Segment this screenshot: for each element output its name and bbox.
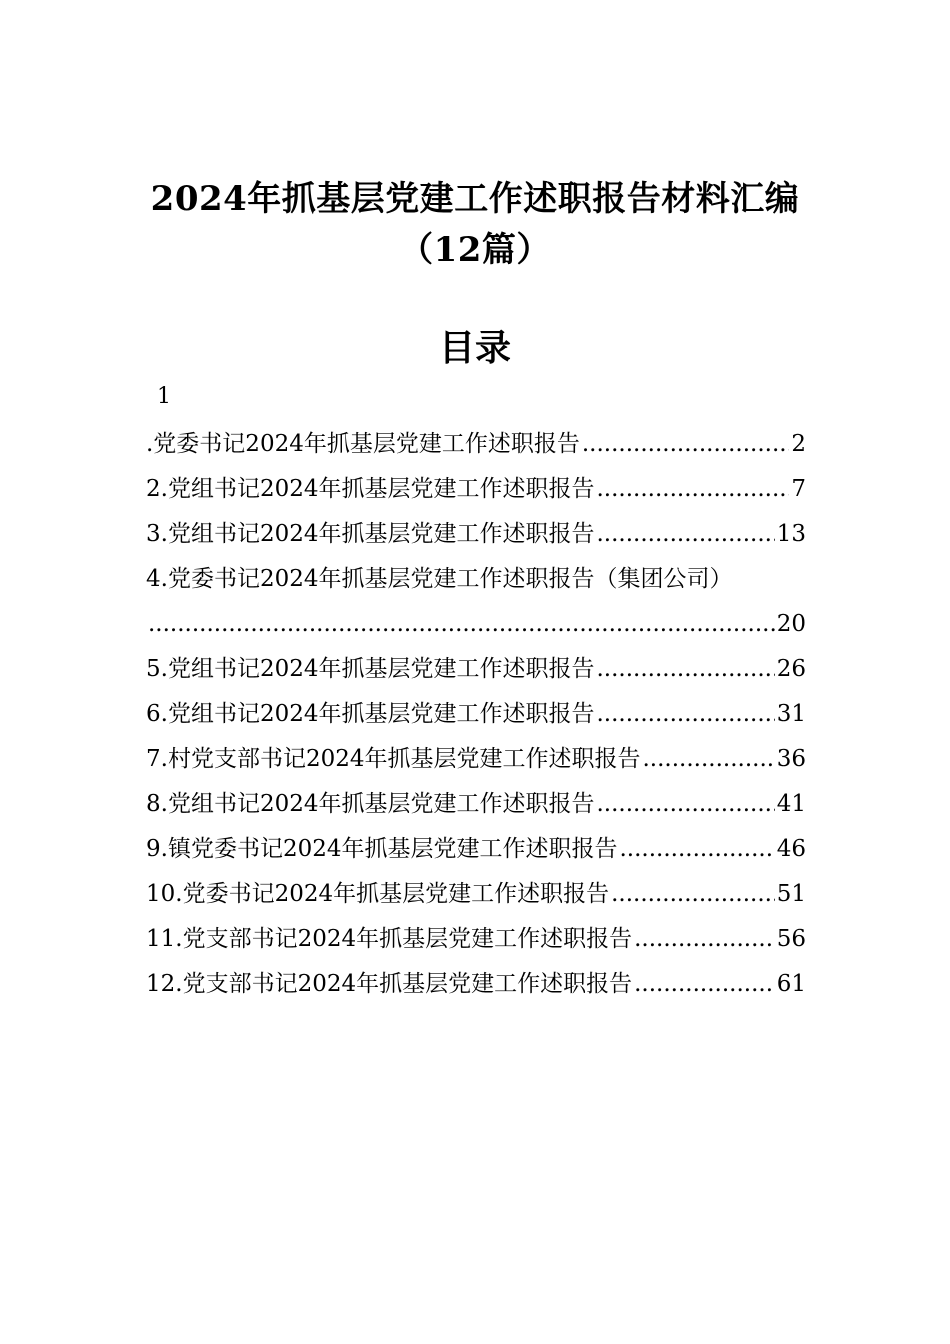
toc-item-label: 11.党支部书记2024年抓基层党建工作述职报告	[146, 926, 633, 952]
toc-page-number: 31	[776, 701, 806, 727]
toc-item-label: 4.党委书记2024年抓基层党建工作述职报告（集团公司）	[146, 566, 733, 592]
toc-item-label: 10.党委书记2024年抓基层党建工作述职报告	[146, 881, 610, 907]
toc-dot-leader	[611, 872, 775, 917]
toc-item-label: 6.党组书记2024年抓基层党建工作述职报告	[146, 701, 595, 727]
toc-dot-leader	[596, 467, 789, 512]
toc-dot-leader	[596, 512, 774, 557]
toc-item[interactable]	[146, 872, 806, 917]
toc-item-continuation[interactable]	[146, 602, 806, 647]
toc-dot-leader	[596, 692, 774, 737]
toc-item-number-fragment: 1	[157, 384, 171, 409]
toc-heading: 目录	[438, 327, 511, 369]
toc-dot-leader	[634, 917, 775, 962]
toc-page-number: 36	[776, 746, 806, 772]
toc-page-number: 41	[776, 791, 806, 817]
toc-item[interactable]	[146, 647, 806, 692]
toc-item[interactable]	[146, 782, 806, 827]
toc-page-number: 26	[776, 656, 806, 682]
toc-page-number: 51	[776, 881, 806, 907]
toc-item-label: 8.党组书记2024年抓基层党建工作述职报告	[146, 791, 595, 817]
toc-page-number: 13	[776, 521, 806, 547]
toc-dot-leader	[582, 422, 790, 467]
toc-dot-leader	[596, 782, 774, 827]
toc-dot-leader	[642, 737, 774, 782]
toc-item-label: 9.镇党委书记2024年抓基层党建工作述职报告	[146, 836, 618, 862]
toc-item-label: .党委书记2024年抓基层党建工作述职报告	[146, 431, 580, 457]
toc-dot-leader	[634, 962, 775, 1007]
toc-page-number: 2	[791, 431, 806, 457]
document-title: 2024年抓基层党建工作述职报告材料汇编	[150, 179, 800, 219]
toc-item-label: 3.党组书记2024年抓基层党建工作述职报告	[146, 521, 595, 547]
toc-page-number: 46	[776, 836, 806, 862]
toc-item[interactable]	[146, 737, 806, 782]
toc-dot-leader	[148, 602, 775, 647]
toc-dot-leader	[596, 647, 774, 692]
toc-page-number: 20	[776, 611, 806, 637]
toc-dot-leader	[619, 827, 774, 872]
toc-item[interactable]	[146, 917, 806, 962]
toc-page-number: 61	[776, 971, 806, 997]
toc-item-label: 12.党支部书记2024年抓基层党建工作述职报告	[146, 971, 633, 997]
toc-page-number: 7	[791, 476, 806, 502]
document-title-count: （12篇）	[399, 230, 551, 270]
toc-item[interactable]	[146, 467, 806, 512]
toc-item[interactable]	[146, 422, 806, 467]
table-of-contents	[146, 422, 806, 1007]
toc-item-label: 5.党组书记2024年抓基层党建工作述职报告	[146, 656, 595, 682]
toc-item[interactable]	[146, 692, 806, 737]
toc-item[interactable]	[146, 557, 806, 602]
toc-item-label: 2.党组书记2024年抓基层党建工作述职报告	[146, 476, 595, 502]
toc-item[interactable]	[146, 827, 806, 872]
toc-item[interactable]	[146, 962, 806, 1007]
toc-item-label: 7.村党支部书记2024年抓基层党建工作述职报告	[146, 746, 641, 772]
toc-page-number: 56	[776, 926, 806, 952]
toc-item[interactable]	[146, 512, 806, 557]
